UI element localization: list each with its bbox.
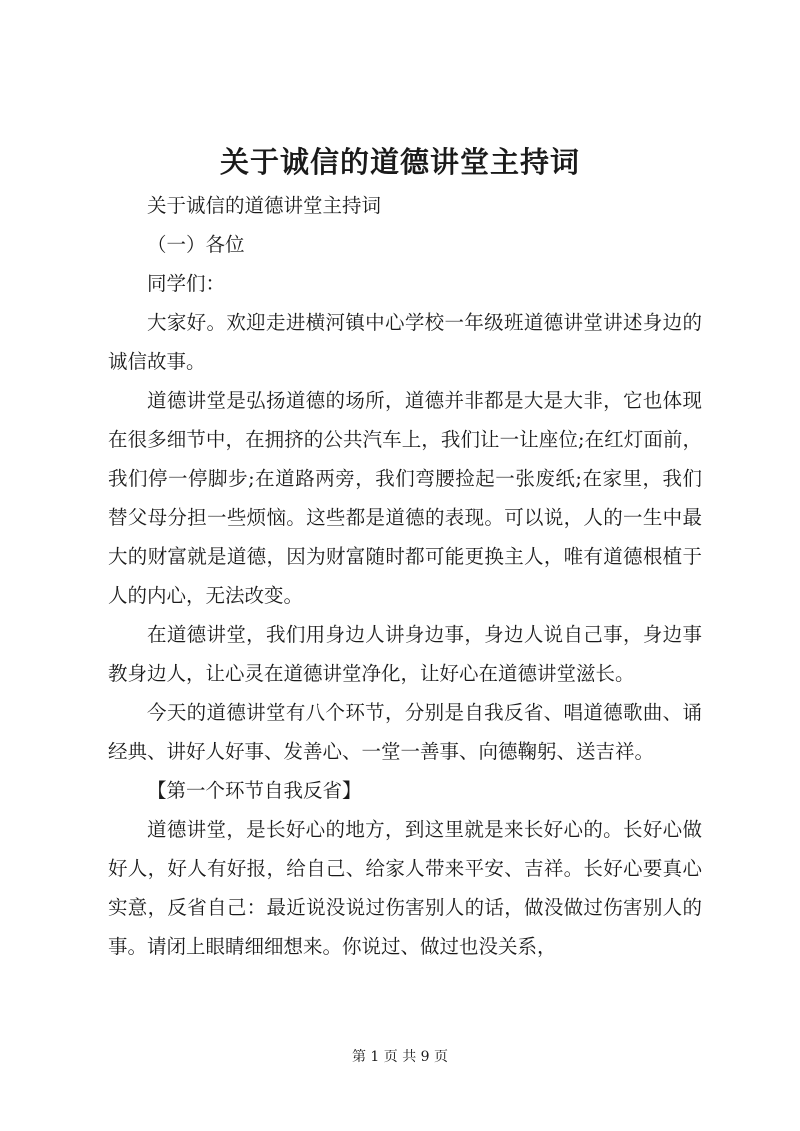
page-title: 关于诚信的道德讲堂主持词: [219, 145, 580, 179]
page-footer: 第 1 页 共 9 页: [351, 1049, 449, 1065]
paragraph-section-one: （一）各位: [147, 233, 245, 256]
paragraph-subtitle: 关于诚信的道德讲堂主持词: [147, 194, 382, 217]
paragraph-self-reflection: 道德讲堂，是长好心的地方，到这里就是来长好心的。长好心做好人，好人有好报，给自己、给家人带来平安、吉祥。长好心要真心实意，反省自己：最近说没说过伤害别人的话，做没做过伤害别人的事。请闭上眼睛细细想来。你说过、做过也没关系，: [108, 818, 702, 958]
paragraph-session-heading: 【第一个环节自我反省】: [147, 779, 362, 802]
document-body: [108, 186, 702, 966]
paragraph-morality: 道德讲堂是弘扬道德的场所，道德并非都是大是大非，它也体现在很多细节中，在拥挤的公共汽车上，我们让一让座位;在红灯面前，我们停一停脚步;在道路两旁，我们弯腰捡起一张废纸;在家里，我们替父母分担一些烦恼。这些都是道德的表现。可以说，人的一生中最大的财富就是道德，因为财富随时都可能更换主人，唯有道德根植于人的内心，无法改变。: [108, 389, 702, 607]
paragraph-welcome: 大家好。欢迎走进横河镇中心学校一年级班道德讲堂讲述身边的诚信故事。: [108, 311, 702, 373]
paragraph-greeting: 同学们：: [147, 272, 226, 295]
paragraph-eight-sessions: 今天的道德讲堂有八个环节，分别是自我反省、唱道德歌曲、诵经典、讲好人好事、发善心、一堂一善事、向德鞠躬、送吉祥。: [108, 701, 702, 763]
paragraph-lecture-hall: 在道德讲堂，我们用身边人讲身边事，身边人说自己事，身边事教身边人，让心灵在道德讲堂净化，让好心在道德讲堂滋长。: [108, 623, 702, 685]
